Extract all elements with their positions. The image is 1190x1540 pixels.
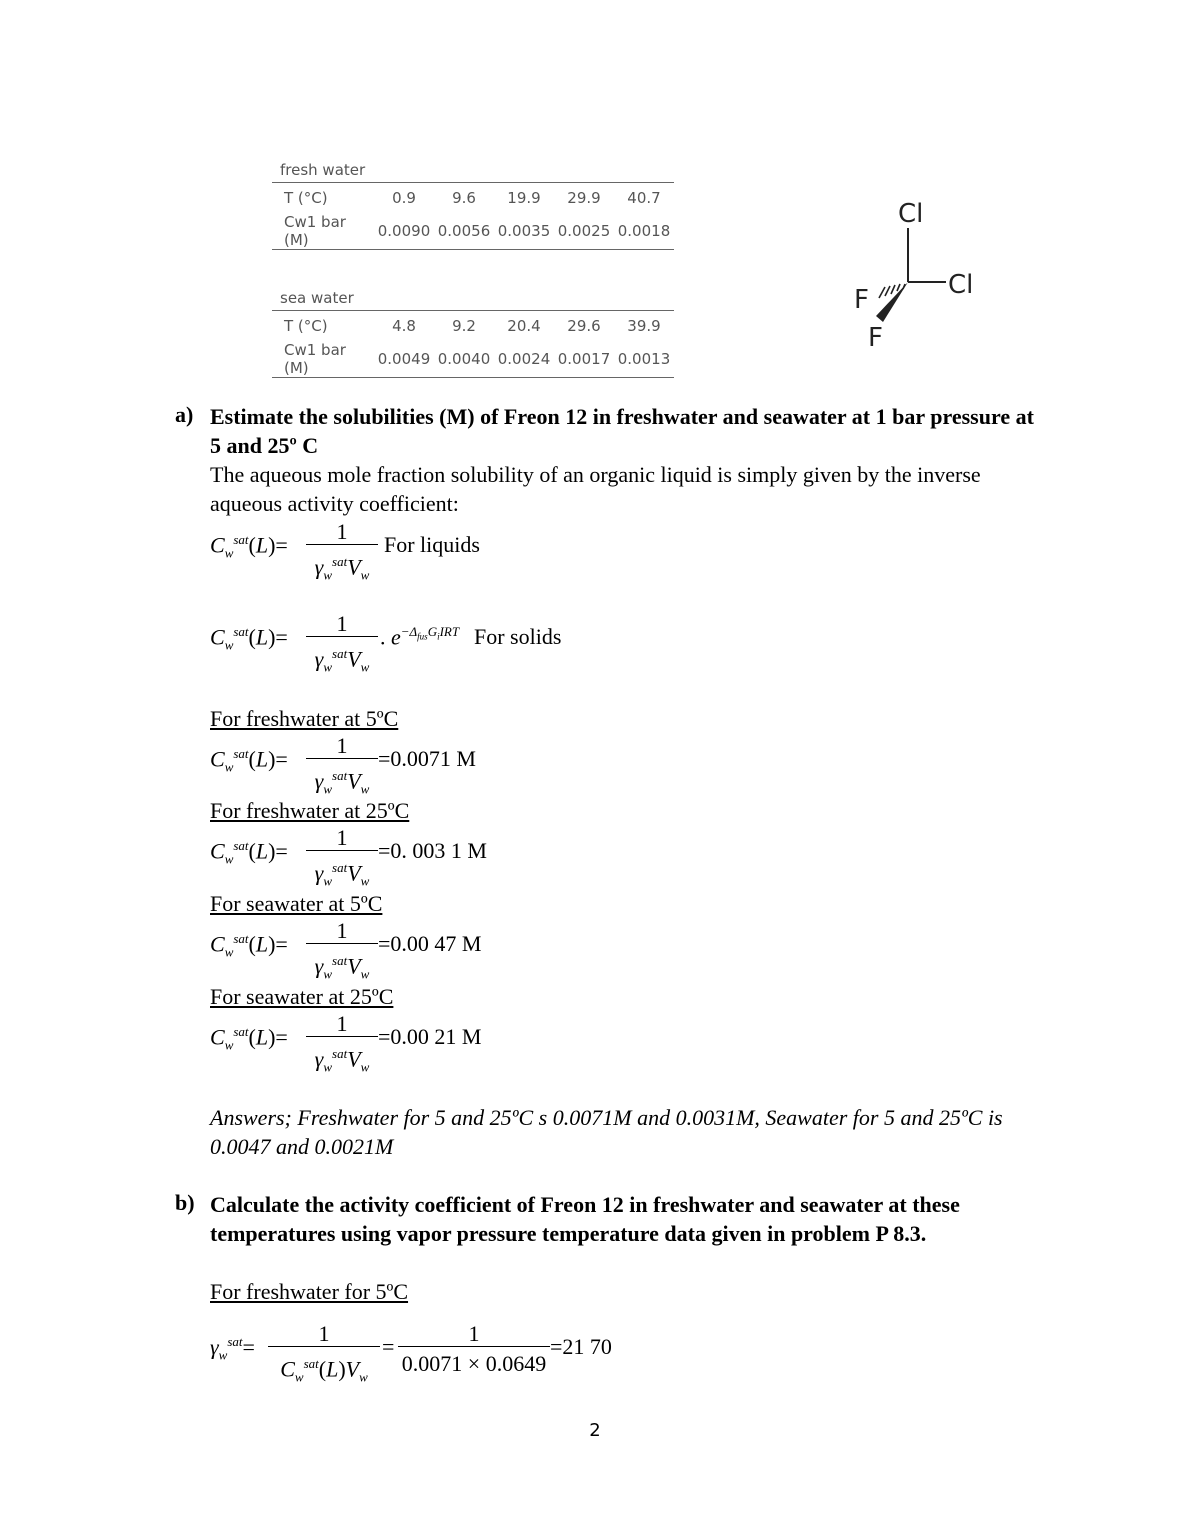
- case-result: =0.00 47 M: [378, 931, 482, 956]
- table-cell: 0.0013: [614, 341, 674, 378]
- table-cell: 29.6: [554, 311, 614, 342]
- page-number: 2: [589, 1420, 601, 1441]
- solubility-table: [272, 158, 677, 378]
- part-a-answer: Answers; Freshwater for 5 and 25ºC s 0.0071M and 0.0031M, Seawater for 5 and 25ºC is 0.0047 and 0.0021M: [210, 1105, 1003, 1159]
- table-cell: 0.9: [374, 183, 434, 214]
- table-cell: 0.0024: [494, 341, 554, 378]
- fluorine-atom-label: F: [854, 285, 869, 315]
- case-heading: For seawater at 25ºC: [210, 984, 394, 1009]
- table-cell: 40.7: [614, 183, 674, 214]
- temperature-label: T (°C): [272, 183, 374, 214]
- table-cell: 39.9: [614, 311, 674, 342]
- table-cell: 0.0090: [374, 213, 434, 250]
- table-cell: 0.0049: [374, 341, 434, 378]
- fluorine-atom-label: F: [868, 323, 883, 353]
- table-cell: 0.0018: [614, 213, 674, 250]
- part-b-question: Calculate the activity coefficient of Freon 12 in freshwater and seawater at these temperatures using vapor pressure temperature data given in problem P 8.3.: [210, 1192, 960, 1246]
- fresh-water-table: [272, 182, 674, 250]
- activity-coefficient-result: =21 70: [550, 1334, 612, 1359]
- case-heading: For freshwater for 5ºC: [210, 1279, 409, 1304]
- part-a-intro: The aqueous mole fraction solubility of an organic liquid is simply given by the inverse aqueous activity coefficient:: [210, 462, 981, 516]
- table-cell: 19.9: [494, 183, 554, 214]
- for-solids-note: For solids: [474, 624, 562, 649]
- fresh-water-caption: fresh water: [280, 161, 366, 179]
- table-cell: 0.0040: [434, 341, 494, 378]
- liquid-solubility-equation: $C_w^{sat}(L)=$ 1 $\gamma_w^{sat}V_w$ For liquids: [210, 519, 480, 583]
- concentration-label: Cw1 bar (M): [272, 341, 374, 378]
- sea-water-table: [272, 310, 674, 378]
- solid-wedge-bond: [876, 282, 908, 322]
- table-cell: 0.0025: [554, 213, 614, 250]
- solid-solubility-equation: $C_w^{sat}(L)=$ 1 $\gamma_w^{sat}V_w$ . $e^{-\Delta_{fus}G_iIRT}$ For solids: [210, 611, 562, 675]
- case-equation: $C_w^{sat}(L)=$ 1 $\gamma_w^{sat}V_w$ =0.00 47 M: [210, 918, 482, 982]
- table-cell: 9.2: [434, 311, 494, 342]
- activity-coefficient-equation: $\gamma_w^{sat}=$ 1 $C_w^{sat}(L)V_w$ = 1 0.0071 × 0.0649 =21 70: [210, 1321, 612, 1385]
- sea-water-caption: sea water: [280, 289, 354, 307]
- case-equation: $C_w^{sat}(L)=$ 1 $\gamma_w^{sat}V_w$ =0.00 21 M: [210, 1011, 482, 1075]
- table-cell: 0.0017: [554, 341, 614, 378]
- temperature-label: T (°C): [272, 311, 374, 342]
- case-equation: $C_w^{sat}(L)=$ 1 $\gamma_w^{sat}V_w$ =0. 003 1 M: [210, 825, 487, 889]
- table-cell: 0.0035: [494, 213, 554, 250]
- concentration-label: Cw1 bar (M): [272, 213, 374, 250]
- case-heading: For seawater at 5ºC: [210, 891, 383, 916]
- case-heading: For freshwater at 25ºC: [210, 798, 410, 823]
- part-a-label: a): [175, 402, 194, 427]
- chlorine-atom-label: Cl: [898, 199, 924, 229]
- part-b-label: b): [175, 1190, 195, 1215]
- case-result: =0.0071 M: [378, 746, 476, 771]
- for-liquids-note: For liquids: [384, 532, 480, 557]
- chlorine-atom-label: Cl: [948, 270, 974, 300]
- table-cell: 20.4: [494, 311, 554, 342]
- table-cell: 0.0056: [434, 213, 494, 250]
- case-result: =0.00 21 M: [378, 1024, 482, 1049]
- case-heading: For freshwater at 5ºC: [210, 706, 399, 731]
- table-cell: 9.6: [434, 183, 494, 214]
- case-result: =0. 003 1 M: [378, 838, 487, 863]
- table-cell: 29.9: [554, 183, 614, 214]
- denominator-values: 0.0071 × 0.0649: [401, 1351, 547, 1376]
- table-cell: 4.8: [374, 311, 434, 342]
- freon-12-structure-diagram: [848, 190, 988, 355]
- part-a-question: Estimate the solubilities (M) of Freon 12 in freshwater and seawater at 1 bar pressure at 5 and 25º C: [210, 404, 1034, 458]
- case-equation: $C_w^{sat}(L)=$ 1 $\gamma_w^{sat}V_w$ =0.0071 M: [210, 733, 476, 797]
